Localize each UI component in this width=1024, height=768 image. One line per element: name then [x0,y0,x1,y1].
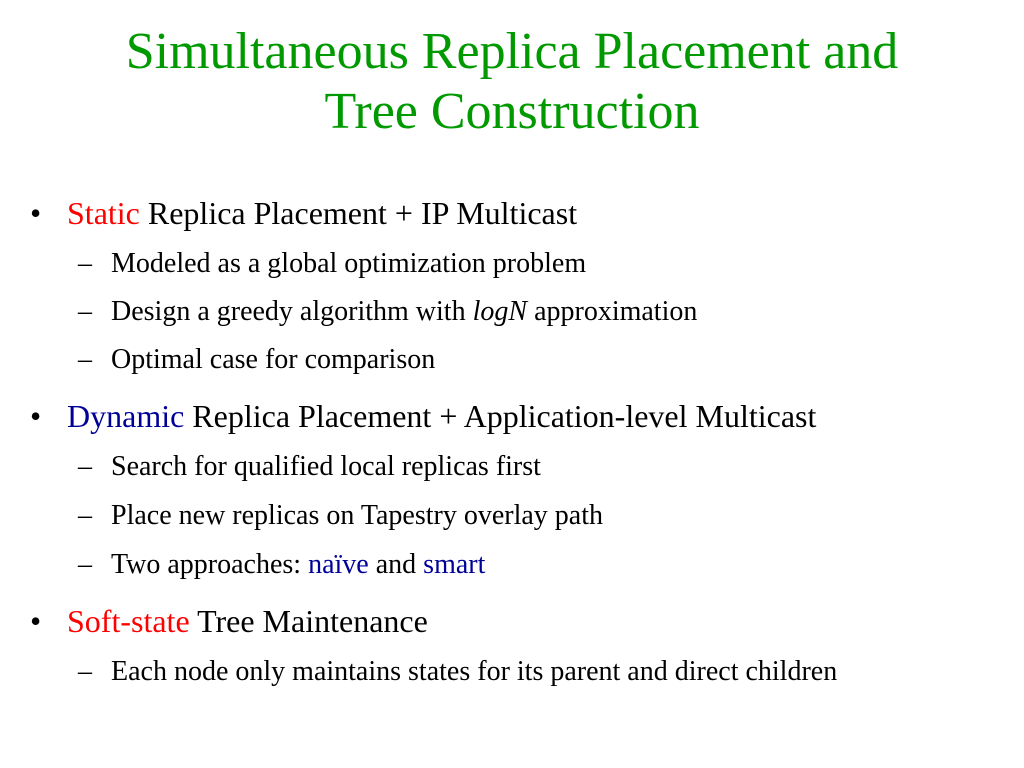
bullet-highlight-dynamic: Dynamic [67,398,185,434]
sub-bullet-text-pre: Design a greedy algorithm with [111,296,473,327]
sub-bullet-marker: – [78,500,92,531]
sub-bullet-marker: – [78,248,92,279]
sub-bullet-text-pre: Two approaches: [111,549,309,580]
sub-bullet-marker: – [78,451,92,482]
bullet-soft-state-tree [30,603,428,639]
sub-bullet-italic-logn: logN [472,296,528,327]
sub-bullet-global-optimization [78,248,586,280]
bullet-highlight-soft-state: Soft-state [67,603,190,639]
sub-bullet-text: Place new replicas on Tapestry overlay path [111,500,604,531]
sub-bullet-highlight-naive: naïve [308,549,369,580]
bullet-highlight-static: Static [67,195,140,231]
bullet-marker: • [30,398,42,434]
sub-bullet-text: Each node only maintains states for its parent and direct children [111,656,838,687]
slide-title-line-2: Tree Construction [324,83,700,140]
bullet-marker: • [30,195,42,231]
sub-bullet-two-approaches [78,549,485,581]
bullet-text: Replica Placement + IP Multicast [139,195,578,231]
sub-bullet-optimal-case [78,344,435,376]
bullet-static-replica-placement [30,195,577,231]
sub-bullet-marker: – [78,656,92,687]
bullet-text: Tree Maintenance [189,603,428,639]
sub-bullet-tapestry-overlay [78,500,603,532]
sub-bullet-text: Modeled as a global optimization problem [111,248,587,279]
sub-bullet-search-local-replicas [78,451,541,483]
sub-bullet-greedy-algorithm [78,296,697,328]
sub-bullet-node-states [78,656,837,688]
sub-bullet-marker: – [78,296,92,327]
sub-bullet-marker: – [78,549,92,580]
sub-bullet-text: Search for qualified local replicas first [111,451,541,482]
sub-bullet-text: Optimal case for comparison [111,344,436,375]
bullet-text: Replica Placement + Application-level Multicast [184,398,817,434]
bullet-marker: • [30,603,42,639]
sub-bullet-highlight-smart: smart [423,549,486,580]
sub-bullet-text-mid: and [368,549,424,580]
sub-bullet-marker: – [78,344,92,375]
sub-bullet-text-post: approximation [527,296,698,327]
bullet-dynamic-replica-placement [30,398,816,434]
slide-title-line-1: Simultaneous Replica Placement and [125,23,899,80]
slide-title [0,22,1024,142]
